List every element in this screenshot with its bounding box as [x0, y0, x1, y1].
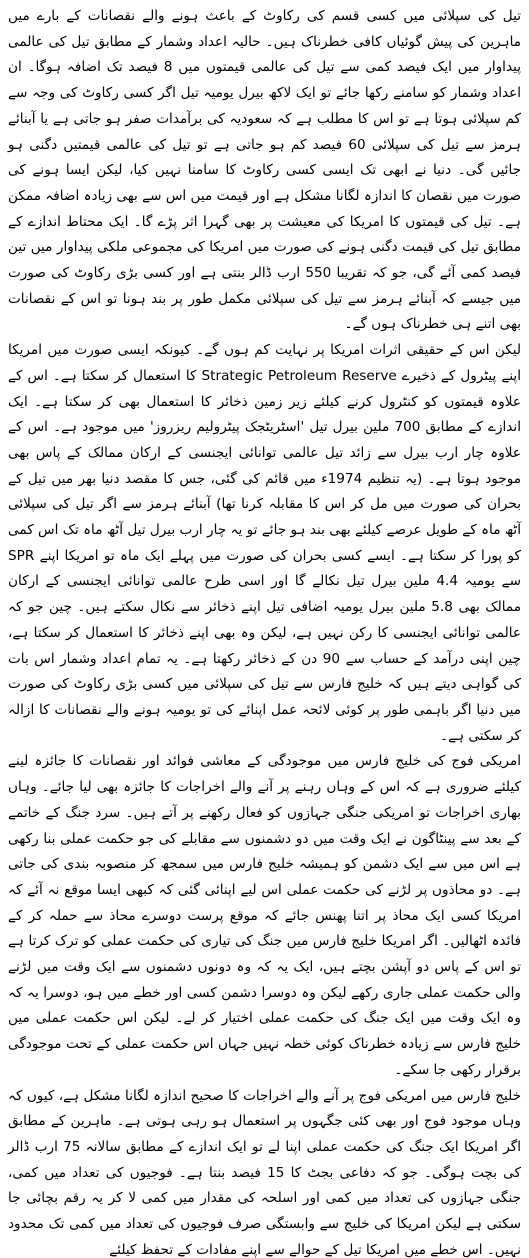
- article-paragraph-3: امریکی فوج کی خلیج فارس میں موجودگی کے معاشی فوائد اور نقصانات کا جائزہ لینے کیلئے ضروری ہے کہ اس کے وہاں رہنے پر آنے والے اخراجات کا جائزہ بھی لیا جائے۔ وہاں بھاری اخراجات تو امریکی جنگی جہازوں کو فعال رکھنے پر آتے ہیں۔ سرد جنگ کے خاتمے کے بعد سے پینٹاگون نے ایک وقت میں دو دشمنوں سے مقابلے کی جو حکمت عملی بنا رکھی ہے اس میں سے ایک دشمن کو ہمیشہ خلیج فارس میں سمجھ کر منصوبہ بندی کی جاتی ہے۔ دو محاذوں پر لڑنے کی حکمت عملی اس لیے اپنائی گئی کہ کبھی ایسا موقع نہ آئے کہ امریکا کسی ایک محاذ پر اتنا پھنس جائے کہ موقع پرست دوسرے محاذ سے حملہ کر کے فائدہ اٹھالیں۔ اگر امریکا خلیج فارس میں جنگ کی تیاری کی حکمت عملی کو ترک کرتا ہے تو اس کے پاس دو آپشن بچتے ہیں، ایک یہ کہ وہ دونوں دشمنوں سے ایک وقت میں لڑنے والی حکمت عملی جاری رکھے لیکن وہ دوسرا دشمن کسی اور خطے میں ہو، دوسرا یہ کہ وہ ایک وقت میں ایک جنگ کی حکمت عملی اختیار کر لے۔ لیکن اس حکمت عملی میں خلیج فارس سے زیادہ خطرناک کوئی خطہ نہیں جہاں اس حکمت عملی کے تحت موجودگی برقرار رکھی جا سکے۔: [8, 753, 521, 1078]
- article-paragraph-4: خلیج فارس میں امریکی فوج پر آنے والے اخراجات کا صحیح اندازہ لگانا مشکل ہے، کیوں کہ وہاں موجود فوج اور بھی کئی جگہوں پر استعمال ہو رہی ہوتی ہے۔ ماہرین کے مطابق اگر امریکا ایک جنگ کی حکمت عملی اپنا لے تو ایک اندازے کے مطابق سالانہ 75 ارب ڈالر کی بچت ہوگی۔ جو کہ دفاعی بجٹ کا 15 فیصد بنتا ہے۔ فوجیوں کی تعداد میں کمی، جنگی جہازوں کی تعداد میں کمی اور اسلحہ کی مقدار میں کمی لا کر یہ رقم بچائی جا سکتی ہے لیکن امریکا کی خلیج سے وابستگی صرف فوجیوں کی تعداد میں کمی تک محدود نہیں۔ اس خطے میں امریکا تیل کے حوالے سے اپنے مفادات کے تحفظ کیلئے: [8, 1087, 521, 1258]
- article-paragraph-1: تیل کی سپلائی میں کسی قسم کی رکاوٹ کے باعث ہونے والے نقصانات کے بارے میں ماہرین کی پیش گوئیاں کافی خطرناک ہیں۔ حالیہ اعداد وشمار کے مطابق تیل کی عالمی پیداوار میں ایک فیصد کمی سے تیل کی عالمی قیمتوں میں 8 فیصد تک اضافہ ہوگا۔ ان اعداد وشمار کو سامنے رکھا جائے تو ایک لاکھ بیرل یومیہ تیل اگر کسی رکاوٹ کی وجہ سے کم سپلائی ہوتا ہے تو اس کا مطلب ہے کہ سعودیہ کی برآمدات صفر ہو جاتی ہے یا آبنائے ہرمز سے تیل کی سپلائی 60 فیصد کم ہو جاتی ہے تو تیل کی عالمی قیمتیں دگنی ہو جائیں گی۔ دنیا نے ابھی تک ایسی کسی رکاوٹ کا سامنا نہیں کیا، لیکن ایسا ہونے کی صورت میں نقصان کا اندازہ لگانا مشکل ہے اور قیمت میں اس سے بھی زیادہ اضافہ ممکن ہے۔ تیل کی قیمتوں کا امریکا کی معیشت پر بھی گہرا اثر پڑے گا۔ ایک محتاط اندازے کے مطابق تیل کی قیمت دگنی ہونے کی صورت میں امریکا کی مجموعی ملکی پیداوار میں تین فیصد کمی آئے گی، جو کہ تقریبا 550 ارب ڈالر بنتی ہے اور کسی بڑی رکاوٹ کی صورت میں جیسے کہ آبنائے ہرمز سے تیل کی سپلائی مکمل طور پر بند ہونا تو اس کے نقصانات بھی اتنے ہی خطرناک ہوں گے۔: [8, 8, 521, 333]
- article-paragraph-2: لیکن اس کے حقیقی اثرات امریکا پر نہایت کم ہوں گے۔ کیونکہ ایسی صورت میں امریکا اپنے پیٹرول کے ذخیرے Strategic Petroleum Reserve کا استعمال کر سکتا ہے۔ اس کے علاوہ قیمتوں کو کنٹرول کرنے کیلئے زیر زمین ذخائر کا استعمال بھی کر سکتا ہے۔ ایک اندازے کے مطابق 700 ملین بیرل تیل 'اسٹریٹجک پیٹرولیم ریزروز' میں موجود ہے۔ اس کے علاوہ چار ارب بیرل سے زائد تیل عالمی توانائی ایجنسی کے ارکان ممالک کے پاس بھی موجود ہوتا ہے۔ (یہ تنظیم 1974ء میں قائم کی گئی، جس کا مقصد دنیا بھر میں تیل کے بحران کی صورت میں مل کر اس کا مقابلہ کرنا تھا) آبنائے ہرمز سے اگر تیل کی سپلائی آٹھ ماہ کے طویل عرصے کیلئے بھی بند ہو جائے تو یہ چار ارب بیرل تیل آٹھ ماہ تک اس کمی کو پورا کر سکتا ہے۔ ایسے کسی بحران کی صورت میں پہلے ایک ماہ تو امریکا اپنے SPR سے یومیہ 4.4 ملین بیرل تیل نکالے گا اور اسی طرح عالمی توانائی ایجنسی کے ارکان ممالک بھی 5.8 ملین بیرل یومیہ اضافی تیل اپنے ذخائر سے نکال سکتے ہیں۔ چین جو کہ عالمی توانائی ایجنسی کا رکن نہیں ہے، لیکن وہ بھی اپنے ذخائر کا استعمال کر سکتا ہے، چین اپنی درآمد کے حساب سے 90 دن کے ذخائر رکھتا ہے۔ یہ تمام اعداد وشمار اس بات کی گواہی دیتے ہیں کہ خلیج فارس سے تیل کی سپلائی میں کسی بڑی رکاوٹ کی صورت میں دنیا اگر باہمی طور پر کوئی لائحہ عمل اپنائے کی تو یومیہ ہونے والے نقصانات کا ازالہ کر سکتی ہے۔: [8, 342, 521, 744]
